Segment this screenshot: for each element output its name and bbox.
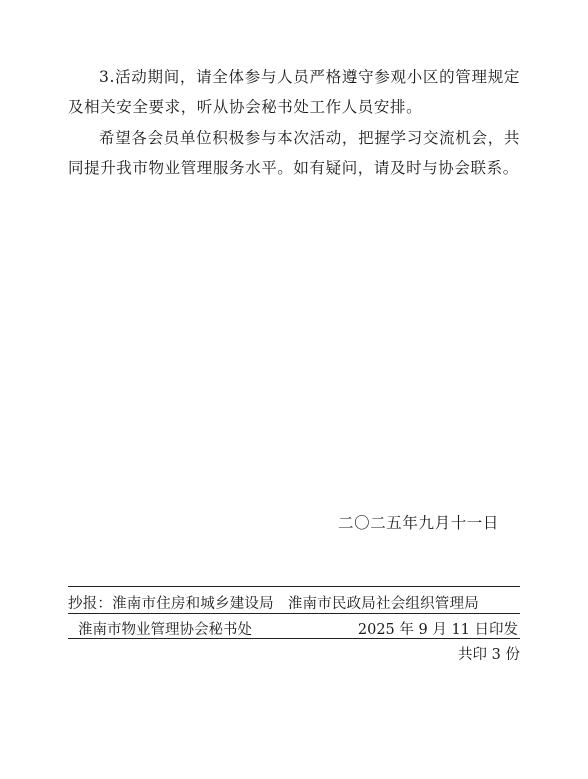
footer-rule-middle	[68, 613, 520, 614]
cc-recipient: 淮南市民政局社会组织管理局	[287, 596, 479, 612]
paragraph-closing-remarks: 希望各会员单位积极参与本次活动，把握学习交流机会，共同提升我市物业管理服务水平。如有疑问，请及时与协会联系。	[68, 129, 520, 177]
print-copies: 共印 3 份	[458, 647, 520, 663]
footer-rule-top	[68, 586, 520, 587]
cc-line	[68, 592, 520, 613]
cc-recipient: 淮南市住房和城乡建设局	[112, 596, 274, 612]
issuer-name: 淮南市物业管理协会秘书处	[78, 622, 252, 638]
cc-label: 抄报：	[68, 596, 113, 612]
issue-date: 2025 年 9 月 11 日印发	[357, 622, 518, 638]
paragraph-safety-rules: 3.活动期间，请全体参与人员严格遵守参观小区的管理规定及相关安全要求，听从协会秘书处工作人员安排。	[68, 68, 520, 116]
signature-date: 二〇二五年九月十一日	[338, 514, 500, 532]
footer-rule-bottom	[68, 638, 520, 639]
